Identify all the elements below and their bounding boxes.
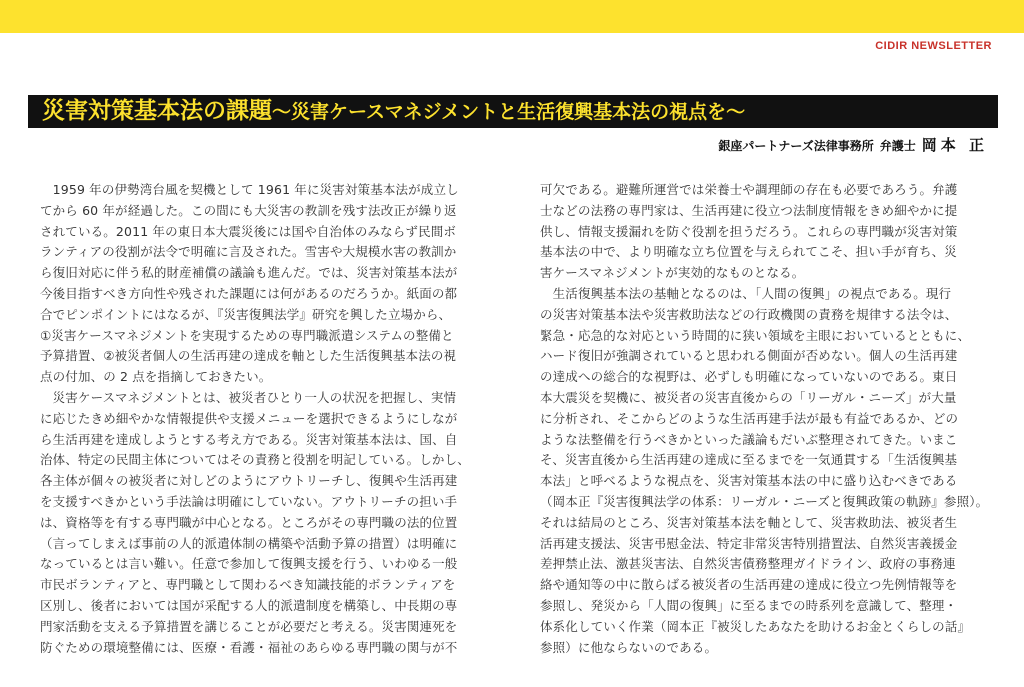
body-line: 区別し、後者においては国が采配する人的派遣制度を構築し、中長期の専 xyxy=(40,597,458,613)
article-title-bar xyxy=(28,95,998,128)
body-line: なっているとは言い難い。任意で参加して復興支援を行う、いわゆる一般 xyxy=(40,556,458,572)
body-line: 各主体が個々の被災者に対しどのようにアウトリーチし、復興や生活再建 xyxy=(40,473,458,489)
header-color-band xyxy=(0,0,1024,33)
body-line: （岡本正『災害復興法学の体系：リーガル・ニーズと復興政策の軌跡』参照）。 xyxy=(540,493,989,509)
body-line: 予算措置、②被災者個人の生活再建の達成を軸とした生活復興基本法の視 xyxy=(40,348,457,364)
body-line: 体系化していく作業（岡本正『被災したあなたを助けるお金とくらしの話』 xyxy=(540,618,971,634)
body-line: それは結局のところ、災害対策基本法を軸として、災害救助法、被災者生 xyxy=(540,514,958,530)
body-line: に応じたきめ細やかな情報提供や支援メニューを選択できるようにしなが xyxy=(40,410,458,426)
body-line: を支援すべきかという手法論は明確にしていない。アウトリーチの担い手 xyxy=(40,493,458,509)
body-line: 1959 年の伊勢湾台風を契機として 1961 年に災害対策基本法が成立し xyxy=(40,182,459,197)
body-line: そ、災害直後から生活再建の達成に至るまでを一気通貫する「生活復興基 xyxy=(540,452,958,468)
body-line: 参照）に他ならないのである。 xyxy=(540,639,718,655)
body-line: に分析され、そこからどのような生活再建手法が最も有益であるか、どの xyxy=(540,410,959,426)
body-line: 供し、情報支援漏れを防ぐ役割を担うだろう。これらの専門職が災害対策 xyxy=(540,223,958,239)
body-line: 合でピンポイントにはなるが、『災害復興法学』研究を興した立場から、 xyxy=(40,306,452,322)
body-line: ら復旧対応に伴う私的財産補償の議論も進んだ。では、災害対策基本法が xyxy=(40,265,458,281)
body-column-right xyxy=(540,180,998,658)
body-line: ハード復旧が強調されていると思われる側面が否めない。個人の生活再建 xyxy=(540,348,958,364)
author-byline xyxy=(718,134,988,155)
body-line: 災害ケースマネジメントとは、被災者ひとり一人の状況を把握し、実情 xyxy=(40,389,457,405)
body-line: 生活復興基本法の基軸となるのは、「人間の復興」の視点である。現行 xyxy=(540,285,952,301)
body-line: は、資格等を有する専門職が中心となる。ところがその専門職の法的位置 xyxy=(40,514,458,530)
body-line: 点の付加、の 2 点を指摘しておきたい。 xyxy=(40,369,272,385)
body-line: 市民ボランティアと、専門職として関わるべき知識技能的ボランティアを xyxy=(40,577,456,593)
body-line: （言ってしまえば事前の人的派遣体制の構築や活動予算の措置）は明確に xyxy=(40,535,458,551)
body-line: の達成への総合的な視野は、必ずしも明確になっていないのである。東日 xyxy=(540,369,958,385)
body-line: ランティアの役割が法令で明確に言及された。雪害や大規模水害の教訓か xyxy=(40,244,457,260)
body-line: 士などの法務の専門家は、生活再建に役立つ法制度情報をきめ細やかに提 xyxy=(540,202,958,218)
body-line: ら生活再建を達成しようとする考え方である。災害対策基本法は、国、自 xyxy=(40,431,458,447)
body-line: 門家活動を支える予算措置を講じることが必要だと考える。災害関連死を xyxy=(40,618,458,634)
body-line: 参照し、発災から「人間の復興」に至るまでの時系列を意識して、整理・ xyxy=(540,597,958,613)
body-line: 治体、特定の民間主体についてはその責務と役割を明記している。しかし、 xyxy=(40,452,470,468)
body-line: 可欠である。避難所運営では栄養士や調理師の存在も必要であろう。弁護 xyxy=(540,182,958,197)
author-name: 岡本 正 xyxy=(921,136,988,154)
body-line: 害ケースマネジメントが実効的なものとなる。 xyxy=(540,265,805,281)
body-line: 本大震災を契機に、被災者の災害直後からの「リーガル・ニーズ」が大量 xyxy=(540,389,957,405)
body-line: 基本法の中で、より明確な立ち位置を与えられてこそ、担い手が育ち、災 xyxy=(540,244,957,260)
body-line: 今後目指すべき方向性や残された課題には何があるのだろうか。紙面の都 xyxy=(40,285,458,301)
body-line: されている。2011 年の東日本大震災後には国や自治体のみならず民間ボ xyxy=(40,223,457,239)
body-line: 防ぐための環境整備には、医療・看護・福祉のあらゆる専門職の関与が不 xyxy=(40,639,458,655)
author-role: 弁護士 xyxy=(879,139,916,153)
author-organization: 銀座パートナーズ法律事務所 xyxy=(718,139,874,153)
body-line: ①災害ケースマネジメントを実現するための専門職派遣システムの整備と xyxy=(40,327,454,343)
body-line: 絡や通知等の中に散らばる被災者の生活再建の達成に役立つ先例情報等を xyxy=(540,577,958,593)
body-line: てから 60 年が経過した。この間にも大災害の教訓を残す法改正が繰り返 xyxy=(40,202,457,218)
body-line: 本法」と呼べるような視点を、災害対策基本法の中に盛り込むべきである xyxy=(540,473,958,489)
article-title-subtitle: ～災害ケースマネジメントと生活復興基本法の視点を～ xyxy=(272,101,746,123)
article-title-main: 災害対策基本法の課題 xyxy=(42,98,272,124)
body-line: ような法整備を行うべきかといった議論もだいぶ整理されてきた。いまこ xyxy=(540,431,958,447)
body-column-left xyxy=(40,180,498,658)
body-line: 緊急・応急的な対応という時間的に狭い領域を主眼においているとともに、 xyxy=(540,327,971,343)
article-title xyxy=(42,97,745,127)
newsletter-label: CIDIR NEWSLETTER xyxy=(875,40,992,52)
body-line: の災害対策基本法や災害救助法などの行政機関の責務を規律する法令は、 xyxy=(540,306,958,322)
body-line: 差押禁止法、激甚災害法、自然災害債務整理ガイドライン、政府の事務連 xyxy=(540,556,956,572)
body-line: 活再建支援法、災害弔慰金法、特定非常災害特別措置法、自然災害義援金 xyxy=(540,535,958,551)
